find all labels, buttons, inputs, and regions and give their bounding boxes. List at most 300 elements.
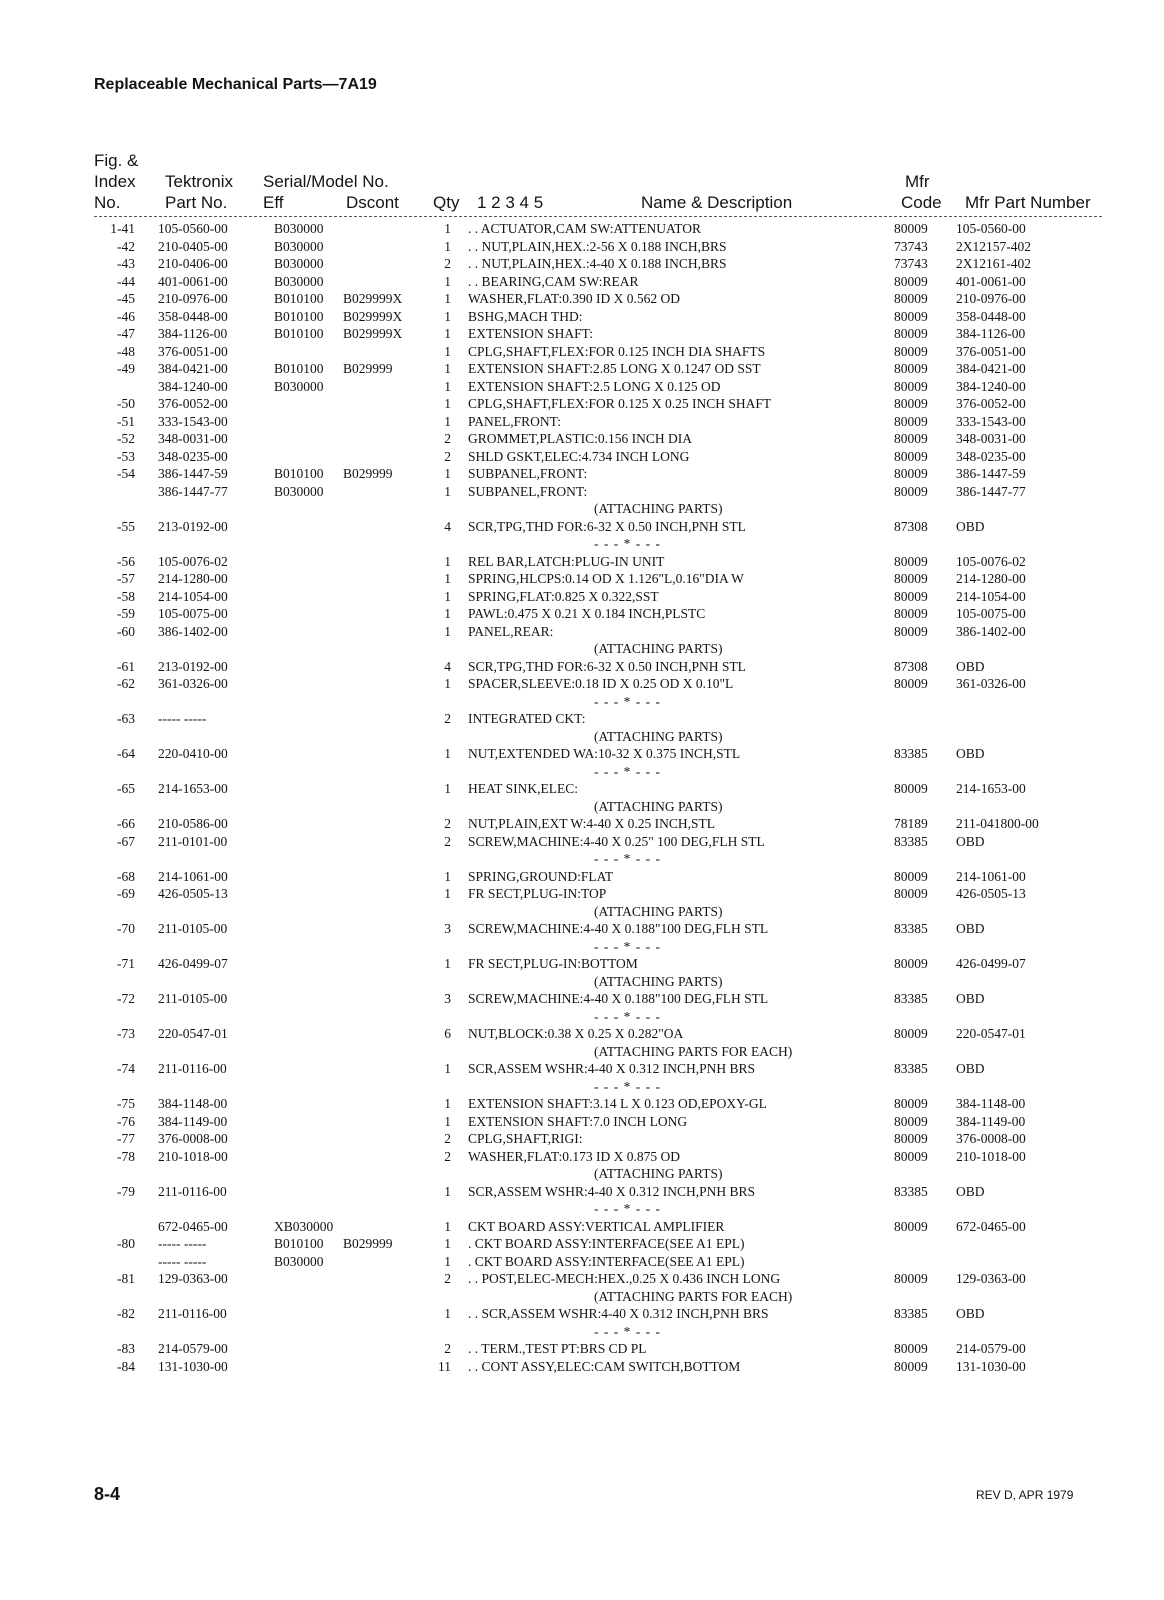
- table-row: [0, 308, 1164, 326]
- row-part-number: 210-0586-00: [158, 816, 228, 831]
- row-index: -79: [117, 1183, 135, 1199]
- row-description: . . ACTUATOR,CAM SW:ATTENUATOR: [468, 221, 702, 236]
- attaching-parts-note: (ATTACHING PARTS): [594, 903, 723, 919]
- separator-row: [0, 938, 1164, 956]
- row-description: SCR,ASSEM WSHR:4-40 X 0.312 INCH,PNH BRS: [468, 1061, 756, 1076]
- row-mfr-code: 80009: [894, 361, 928, 376]
- attaching-parts-note: (ATTACHING PARTS): [594, 798, 723, 814]
- row-serial-eff: B030000: [274, 256, 324, 271]
- row-mfr-part-number: 105-0075-00: [956, 606, 1026, 621]
- row-part-number: 348-0235-00: [158, 448, 228, 464]
- attaching-parts-separator: - - - * - - -: [594, 1008, 661, 1024]
- row-part-number: 672-0465-00: [158, 1218, 228, 1234]
- row-mfr-part-number: 384-1149-00: [956, 1113, 1026, 1129]
- table-row: [0, 448, 1164, 466]
- row-description: EXTENSION SHAFT:3.14 L X 0.123 OD,EPOXY-GL: [468, 1096, 767, 1111]
- row-index: -50: [117, 396, 135, 411]
- row-description: BSHG,MACH THD:: [468, 308, 583, 324]
- row-mfr-part-number: OBD: [956, 991, 985, 1006]
- row-index: -53: [117, 448, 135, 464]
- table-row: [0, 710, 1164, 728]
- table-row: [0, 658, 1164, 676]
- row-qty: 3: [444, 991, 451, 1006]
- row-description: SCREW,MACHINE:4-40 X 0.188"100 DEG,FLH STL: [468, 921, 769, 936]
- row-qty: 1: [444, 886, 451, 901]
- row-description: SPRING,HLCPS:0.14 OD X 1.126"L,0.16"DIA W: [468, 571, 744, 586]
- row-description: SUBPANEL,FRONT:: [468, 483, 588, 499]
- table-row: [0, 343, 1164, 361]
- row-index: -75: [117, 1096, 135, 1111]
- col-no-label: No.: [94, 193, 121, 212]
- col-serial-model-label: Serial/Model No.: [263, 172, 389, 191]
- table-row: [0, 1095, 1164, 1113]
- row-serial-eff: B030000: [274, 221, 324, 236]
- attaching-parts-separator: - - - * - - -: [594, 851, 661, 866]
- row-qty: 6: [444, 1026, 451, 1041]
- row-qty: 1: [444, 781, 451, 796]
- row-description: PANEL,FRONT:: [468, 413, 561, 429]
- row-mfr-code: 80009: [894, 466, 928, 481]
- row-part-number: 358-0448-00: [158, 308, 228, 324]
- col-tektronix-label: Tektronix: [165, 172, 234, 191]
- row-part-number: ----- -----: [158, 1253, 207, 1269]
- table-row: [0, 553, 1164, 571]
- row-part-number: 384-1240-00: [158, 378, 228, 394]
- row-mfr-code: 80009: [894, 1096, 928, 1111]
- row-mfr-code: 83385: [894, 1061, 928, 1076]
- row-qty: 1: [444, 1253, 451, 1269]
- row-part-number: 210-0406-00: [158, 256, 228, 271]
- row-description: SPRING,GROUND:FLAT: [468, 868, 614, 884]
- row-mfr-part-number: 210-0976-00: [956, 291, 1026, 306]
- row-qty: 1: [444, 308, 451, 324]
- table-row: [0, 1305, 1164, 1323]
- row-part-number: 131-1030-00: [158, 1358, 228, 1374]
- page-header-title: Replaceable Mechanical Parts—7A19: [94, 76, 377, 93]
- row-qty: 1: [444, 1218, 451, 1234]
- row-qty: 1: [444, 623, 451, 639]
- row-qty: 2: [444, 711, 451, 726]
- row-part-number: 211-0101-00: [158, 833, 228, 849]
- table-row: [0, 815, 1164, 833]
- row-index: -48: [117, 343, 135, 359]
- row-index: -71: [117, 956, 135, 971]
- row-description: FR SECT,PLUG-IN:TOP: [468, 886, 607, 901]
- row-description: . CKT BOARD ASSY:INTERFACE(SEE A1 EPL): [468, 1253, 745, 1269]
- row-qty: 1: [444, 1183, 451, 1199]
- row-part-number: 211-0116-00: [158, 1183, 227, 1199]
- row-qty: 11: [438, 1358, 451, 1374]
- row-mfr-part-number: OBD: [956, 518, 985, 534]
- attaching-parts-row: [0, 973, 1164, 991]
- row-mfr-part-number: 386-1447-77: [956, 483, 1026, 499]
- row-qty: 2: [444, 1148, 451, 1164]
- row-mfr-code: 80009: [894, 868, 928, 884]
- col-name-description-label: Name & Description: [641, 193, 793, 212]
- row-part-number: 211-0116-00: [158, 1061, 227, 1076]
- row-part-number: 211-0105-00: [158, 921, 228, 936]
- table-row: [0, 605, 1164, 623]
- row-mfr-part-number: 105-0560-00: [956, 221, 1026, 236]
- row-part-number: 376-0008-00: [158, 1131, 228, 1146]
- row-mfr-part-number: 376-0052-00: [956, 396, 1026, 411]
- row-mfr-part-number: OBD: [956, 658, 985, 674]
- row-description: SPACER,SLEEVE:0.18 ID X 0.25 OD X 0.10"L: [468, 676, 734, 691]
- row-qty: 1: [444, 326, 451, 341]
- row-index: -78: [117, 1148, 135, 1164]
- row-description: . . CONT ASSY,ELEC:CAM SWITCH,BOTTOM: [468, 1358, 741, 1374]
- attaching-parts-separator: - - - * - - -: [594, 1323, 661, 1339]
- row-mfr-code: 83385: [894, 1183, 928, 1199]
- separator-row: [0, 1078, 1164, 1096]
- row-description: . . NUT,PLAIN,HEX.:4-40 X 0.188 INCH,BRS: [468, 256, 727, 271]
- row-part-number: 105-0076-02: [158, 553, 228, 569]
- table-row: [0, 623, 1164, 641]
- row-qty: 3: [444, 921, 451, 936]
- table-row: [0, 1148, 1164, 1166]
- row-index: -63: [117, 711, 135, 726]
- separator-row: [0, 535, 1164, 553]
- row-index: -70: [117, 921, 135, 936]
- row-mfr-part-number: 386-1402-00: [956, 623, 1026, 639]
- row-mfr-code: 80009: [894, 886, 928, 901]
- col-dscont-label: Dscont: [346, 193, 399, 212]
- row-mfr-part-number: 131-1030-00: [956, 1358, 1026, 1374]
- table-row: [0, 465, 1164, 483]
- table-row: [0, 675, 1164, 693]
- col-mfr-label: Mfr: [905, 172, 930, 191]
- row-index: -82: [117, 1306, 135, 1321]
- col-indent-levels-label: 1 2 3 4 5: [477, 193, 544, 212]
- row-mfr-code: 80009: [894, 571, 928, 586]
- row-qty: 2: [444, 256, 451, 271]
- separator-row: [0, 763, 1164, 781]
- row-index: -69: [117, 886, 135, 901]
- attaching-parts-row: [0, 1043, 1164, 1061]
- row-mfr-part-number: OBD: [956, 833, 985, 849]
- row-mfr-part-number: 384-1148-00: [956, 1096, 1026, 1111]
- row-index: -42: [117, 238, 135, 254]
- row-part-number: 211-0105-00: [158, 991, 228, 1006]
- table-row: [0, 1358, 1164, 1376]
- row-part-number: 348-0031-00: [158, 431, 228, 446]
- row-serial-eff: B010100: [274, 326, 324, 341]
- row-index: -68: [117, 868, 135, 884]
- row-part-number: 386-1447-77: [158, 483, 228, 499]
- row-mfr-code: 80009: [894, 606, 928, 621]
- row-mfr-code: 83385: [894, 1306, 928, 1321]
- row-serial-eff: B010100: [274, 308, 324, 324]
- row-part-number: 426-0499-07: [158, 956, 228, 971]
- row-index: -80: [117, 1236, 135, 1251]
- row-part-number: 105-0560-00: [158, 221, 228, 236]
- table-row: [0, 1183, 1164, 1201]
- row-index: -59: [117, 606, 135, 621]
- separator-row: [0, 1323, 1164, 1341]
- row-mfr-code: 87308: [894, 658, 928, 674]
- row-qty: 1: [444, 606, 451, 621]
- row-description: REL BAR,LATCH:PLUG-IN UNIT: [468, 553, 665, 569]
- row-qty: 2: [444, 1341, 451, 1356]
- table-row: [0, 588, 1164, 606]
- row-part-number: 213-0192-00: [158, 658, 228, 674]
- row-qty: 2: [444, 431, 451, 446]
- row-description: . CKT BOARD ASSY:INTERFACE(SEE A1 EPL): [468, 1236, 745, 1251]
- row-index: -76: [117, 1113, 135, 1129]
- table-row: [0, 990, 1164, 1008]
- attaching-parts-note: (ATTACHING PARTS FOR EACH): [594, 1288, 793, 1304]
- table-row: [0, 868, 1164, 886]
- row-part-number: 384-1148-00: [158, 1096, 228, 1111]
- row-description: . . BEARING,CAM SW:REAR: [468, 273, 639, 289]
- col-index-label: Index: [94, 172, 136, 191]
- attaching-parts-separator: - - - * - - -: [594, 693, 661, 709]
- row-index: -45: [117, 291, 135, 306]
- row-qty: 1: [444, 378, 451, 394]
- row-serial-eff: B030000: [274, 1253, 324, 1269]
- row-mfr-part-number: 214-1653-00: [956, 781, 1026, 796]
- row-part-number: 214-0579-00: [158, 1341, 228, 1356]
- row-mfr-code: 83385: [894, 746, 928, 761]
- row-index: -81: [117, 1271, 135, 1286]
- row-part-number: ----- -----: [158, 1236, 207, 1251]
- table-row: [0, 325, 1164, 343]
- row-qty: 2: [444, 1131, 451, 1146]
- table-row: [0, 273, 1164, 291]
- row-index: -52: [117, 431, 135, 446]
- row-mfr-code: 73743: [894, 238, 928, 254]
- row-mfr-part-number: 214-0579-00: [956, 1341, 1026, 1356]
- row-mfr-part-number: 333-1543-00: [956, 413, 1026, 429]
- row-qty: 1: [444, 571, 451, 586]
- row-mfr-code: 80009: [894, 588, 928, 604]
- table-row: [0, 833, 1164, 851]
- row-index: -77: [117, 1131, 135, 1146]
- row-description: CPLG,SHAFT,FLEX:FOR 0.125 INCH DIA SHAFTS: [468, 343, 766, 359]
- col-mfr-part-number-label: Mfr Part Number: [965, 193, 1091, 212]
- row-mfr-code: 80009: [894, 623, 928, 639]
- row-mfr-code: 73743: [894, 256, 928, 271]
- row-part-number: 361-0326-00: [158, 676, 228, 691]
- table-row: [0, 1218, 1164, 1236]
- row-qty: 1: [444, 1113, 451, 1129]
- row-mfr-part-number: 105-0076-02: [956, 553, 1026, 569]
- row-mfr-code: 80009: [894, 1271, 928, 1286]
- row-mfr-part-number: 426-0505-13: [956, 886, 1026, 901]
- row-index: -62: [117, 676, 135, 691]
- row-part-number: 214-1280-00: [158, 571, 228, 586]
- row-mfr-code: 83385: [894, 833, 928, 849]
- row-serial-eff: B030000: [274, 273, 324, 289]
- row-mfr-code: 80009: [894, 291, 928, 306]
- row-part-number: 401-0061-00: [158, 273, 228, 289]
- row-description: GROMMET,PLASTIC:0.156 INCH DIA: [468, 431, 693, 446]
- attaching-parts-note: (ATTACHING PARTS): [594, 1166, 723, 1181]
- row-index: -83: [117, 1341, 135, 1356]
- attaching-parts-row: [0, 500, 1164, 518]
- row-description: EXTENSION SHAFT:7.0 INCH LONG: [468, 1113, 688, 1129]
- row-qty: 2: [444, 448, 451, 464]
- row-index: -60: [117, 623, 135, 639]
- row-description: CPLG,SHAFT,FLEX:FOR 0.125 X 0.25 INCH SHAFT: [468, 396, 772, 411]
- row-mfr-code: 80009: [894, 273, 928, 289]
- table-row: [0, 745, 1164, 763]
- row-mfr-part-number: 376-0051-00: [956, 343, 1026, 359]
- row-mfr-code: 80009: [894, 1113, 928, 1129]
- row-description: SCREW,MACHINE:4-40 X 0.25" 100 DEG,FLH STL: [468, 833, 765, 849]
- row-serial-eff: B030000: [274, 483, 324, 499]
- row-part-number: 211-0116-00: [158, 1306, 227, 1321]
- table-row: [0, 518, 1164, 536]
- row-mfr-part-number: OBD: [956, 1306, 985, 1321]
- row-part-number: 384-1149-00: [158, 1113, 228, 1129]
- attaching-parts-row: [0, 903, 1164, 921]
- row-qty: 1: [444, 291, 451, 306]
- row-description: SCREW,MACHINE:4-40 X 0.188"100 DEG,FLH STL: [468, 991, 769, 1006]
- row-serial-eff: B030000: [274, 238, 324, 254]
- row-serial-eff: B030000: [274, 378, 324, 394]
- row-description: NUT,EXTENDED WA:10-32 X 0.375 INCH,STL: [468, 746, 741, 761]
- row-qty: 1: [444, 238, 451, 254]
- row-qty: 1: [444, 221, 451, 236]
- row-mfr-code: 80009: [894, 1026, 928, 1041]
- row-qty: 1: [444, 746, 451, 761]
- table-row: [0, 1130, 1164, 1148]
- row-description: NUT,BLOCK:0.38 X 0.25 X 0.282"OA: [468, 1026, 684, 1041]
- row-mfr-code: 80009: [894, 1131, 928, 1146]
- row-serial-dscont: B029999: [343, 361, 393, 376]
- row-qty: 1: [444, 483, 451, 499]
- row-part-number: 214-1653-00: [158, 781, 228, 796]
- row-mfr-code: 83385: [894, 921, 928, 936]
- revision-note: REV D, APR 1979: [976, 1488, 1074, 1502]
- row-part-number: 220-0410-00: [158, 746, 228, 761]
- row-mfr-code: 80009: [894, 553, 928, 569]
- row-qty: 1: [444, 956, 451, 971]
- row-index: -73: [117, 1026, 135, 1041]
- row-qty: 2: [444, 833, 451, 849]
- row-index: -84: [117, 1358, 135, 1374]
- row-qty: 1: [444, 466, 451, 481]
- row-index: -47: [117, 326, 135, 341]
- row-mfr-code: 80009: [894, 308, 928, 324]
- col-fig-label: Fig. &: [94, 151, 139, 170]
- table-row: [0, 395, 1164, 413]
- row-qty: 1: [444, 361, 451, 376]
- row-serial-eff: B010100: [274, 291, 324, 306]
- row-description: PANEL,REAR:: [468, 623, 554, 639]
- row-mfr-code: 80009: [894, 1218, 928, 1234]
- row-qty: 2: [444, 816, 451, 831]
- table-row: [0, 1060, 1164, 1078]
- row-mfr-code: 80009: [894, 1358, 928, 1374]
- row-mfr-part-number: 214-1054-00: [956, 588, 1026, 604]
- attaching-parts-separator: - - - * - - -: [594, 1201, 661, 1216]
- table-row: [0, 255, 1164, 273]
- table-row: [0, 1113, 1164, 1131]
- row-index: -57: [117, 571, 135, 586]
- row-serial-dscont: B029999X: [343, 291, 403, 306]
- row-description: CKT BOARD ASSY:VERTICAL AMPLIFIER: [468, 1218, 725, 1234]
- row-serial-eff: XB030000: [274, 1218, 334, 1234]
- row-mfr-part-number: 214-1061-00: [956, 868, 1026, 884]
- row-part-number: 386-1447-59: [158, 466, 228, 481]
- row-part-number: 426-0505-13: [158, 886, 228, 901]
- row-mfr-part-number: 129-0363-00: [956, 1271, 1026, 1286]
- attaching-parts-note: (ATTACHING PARTS): [594, 641, 723, 656]
- row-mfr-part-number: 384-1240-00: [956, 378, 1026, 394]
- row-mfr-code: 80009: [894, 431, 928, 446]
- table-row: [0, 920, 1164, 938]
- row-serial-dscont: B029999: [343, 466, 393, 481]
- attaching-parts-note: (ATTACHING PARTS): [594, 501, 723, 516]
- row-mfr-part-number: 211-041800-00: [956, 816, 1039, 831]
- row-mfr-code: 80009: [894, 676, 928, 691]
- row-mfr-code: 83385: [894, 991, 928, 1006]
- attaching-parts-row: [0, 640, 1164, 658]
- table-row: [0, 1253, 1164, 1271]
- row-description: INTEGRATED CKT:: [468, 711, 586, 726]
- row-mfr-code: 87308: [894, 518, 928, 534]
- parts-list: [0, 220, 1164, 1375]
- row-description: WASHER,FLAT:0.173 ID X 0.875 OD: [468, 1148, 680, 1164]
- row-mfr-part-number: OBD: [956, 1183, 985, 1199]
- row-part-number: 210-1018-00: [158, 1148, 228, 1164]
- row-mfr-part-number: 358-0448-00: [956, 308, 1026, 324]
- row-mfr-code: 80009: [894, 781, 928, 796]
- row-mfr-code: 80009: [894, 413, 928, 429]
- attaching-parts-note: (ATTACHING PARTS): [594, 973, 723, 989]
- row-description: . . TERM.,TEST PT:BRS CD PL: [468, 1341, 647, 1356]
- row-index: -61: [117, 658, 135, 674]
- separator-row: [0, 1008, 1164, 1026]
- row-qty: 1: [444, 413, 451, 429]
- row-qty: 2: [444, 1271, 451, 1286]
- row-index: -65: [117, 781, 135, 796]
- row-part-number: 333-1543-00: [158, 413, 228, 429]
- table-row: [0, 360, 1164, 378]
- row-qty: 1: [444, 343, 451, 359]
- row-part-number: 386-1402-00: [158, 623, 228, 639]
- row-mfr-code: 80009: [894, 483, 928, 499]
- row-description: EXTENSION SHAFT:2.5 LONG X 0.125 OD: [468, 378, 721, 394]
- row-serial-eff: B010100: [274, 361, 324, 376]
- row-part-number: 376-0051-00: [158, 343, 228, 359]
- attaching-parts-separator: - - - * - - -: [594, 938, 661, 954]
- row-mfr-code: 80009: [894, 396, 928, 411]
- row-qty: 1: [444, 868, 451, 884]
- row-mfr-part-number: OBD: [956, 746, 985, 761]
- table-row: [0, 238, 1164, 256]
- row-mfr-part-number: 376-0008-00: [956, 1131, 1026, 1146]
- separator-row: [0, 693, 1164, 711]
- table-row: [0, 413, 1164, 431]
- row-mfr-part-number: 672-0465-00: [956, 1218, 1026, 1234]
- row-index: -58: [117, 588, 135, 604]
- row-qty: 1: [444, 396, 451, 411]
- row-mfr-code: 80009: [894, 956, 928, 971]
- row-index: 1-41: [110, 221, 135, 236]
- row-serial-dscont: B029999: [343, 1236, 393, 1251]
- attaching-parts-separator: - - - * - - -: [594, 1078, 661, 1094]
- row-mfr-part-number: 426-0499-07: [956, 956, 1026, 971]
- row-part-number: 214-1061-00: [158, 868, 228, 884]
- row-qty: 1: [444, 676, 451, 691]
- row-index: -46: [117, 308, 135, 324]
- row-index: -74: [117, 1061, 135, 1076]
- col-eff-label: Eff: [263, 193, 284, 212]
- row-qty: 4: [444, 658, 451, 674]
